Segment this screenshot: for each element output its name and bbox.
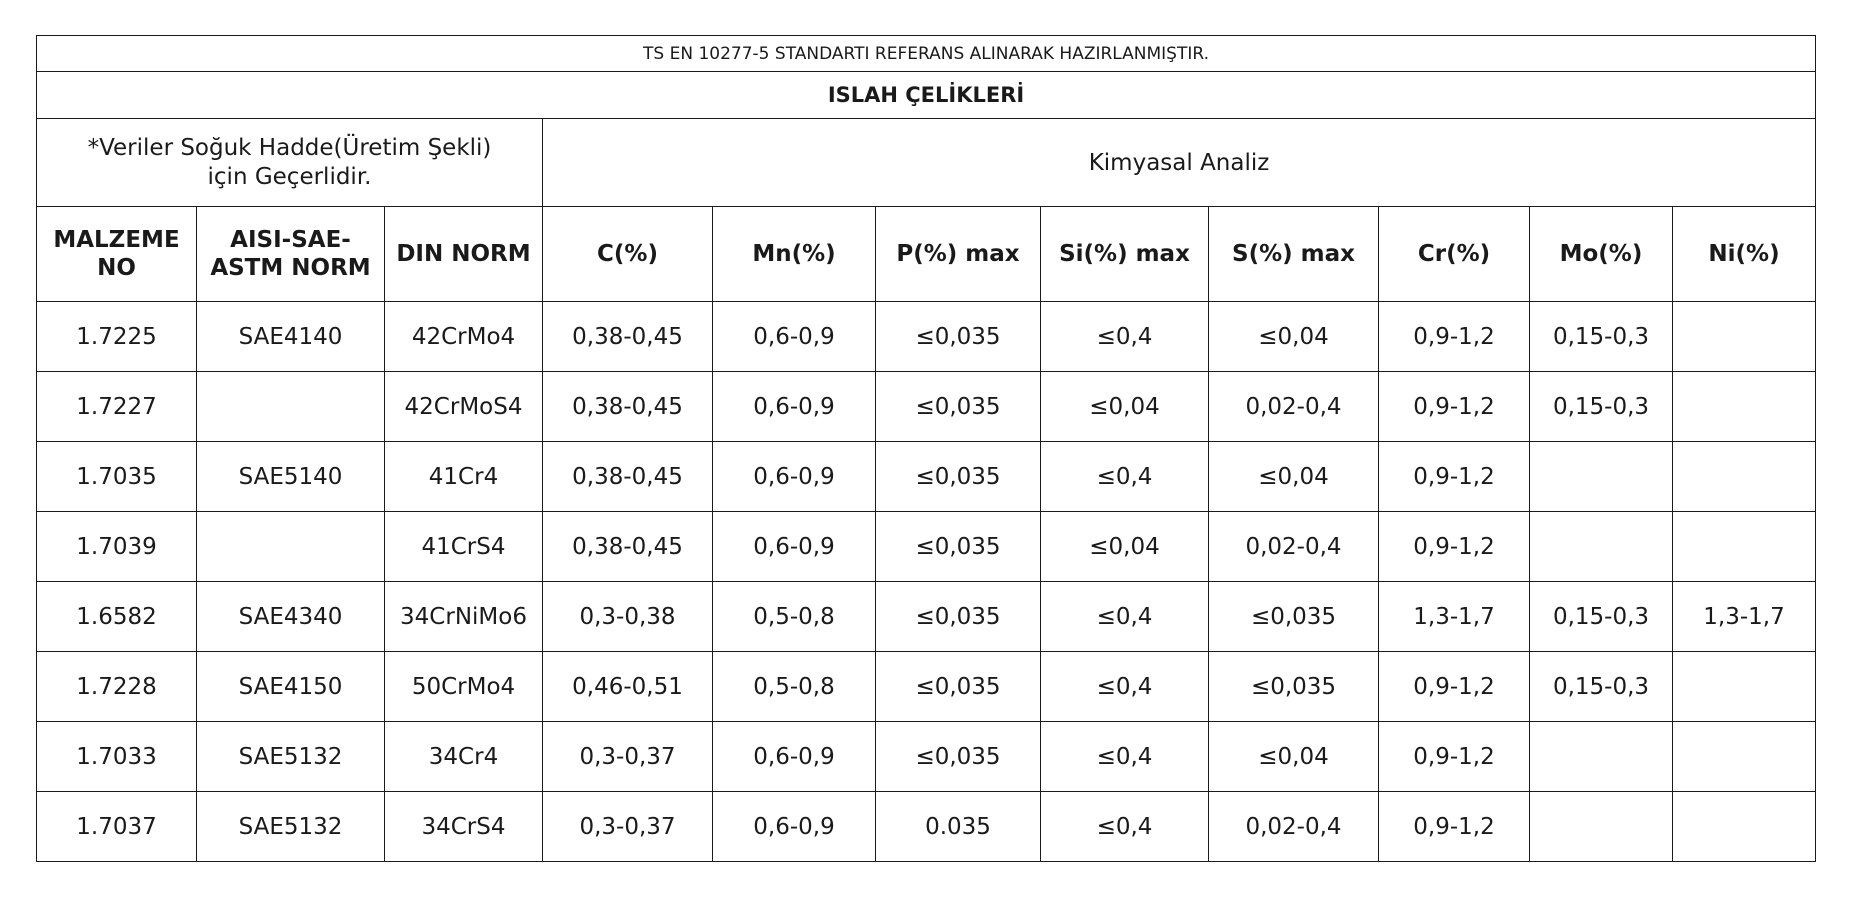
cell-mo bbox=[1530, 792, 1673, 862]
cell-si: ≤0,4 bbox=[1041, 792, 1209, 862]
cell-mn: 0,6-0,9 bbox=[713, 302, 876, 372]
cell-cr: 0,9-1,2 bbox=[1379, 442, 1530, 512]
cell-ni bbox=[1673, 792, 1816, 862]
cell-cr: 0,9-1,2 bbox=[1379, 652, 1530, 722]
col-header-s: S(%) max bbox=[1209, 207, 1379, 302]
cell-din: 41Cr4 bbox=[385, 442, 543, 512]
cell-aisi: SAE5140 bbox=[197, 442, 385, 512]
cell-ni bbox=[1673, 372, 1816, 442]
table-row bbox=[37, 652, 1816, 722]
col-header-cr: Cr(%) bbox=[1379, 207, 1530, 302]
cell-c: 0,38-0,45 bbox=[543, 372, 713, 442]
cell-din: 34CrS4 bbox=[385, 792, 543, 862]
cell-ni bbox=[1673, 442, 1816, 512]
cell-ni bbox=[1673, 512, 1816, 582]
cell-malzeme-no: 1.7033 bbox=[37, 722, 197, 792]
production-note-line1: *Veriler Soğuk Hadde(Üretim Şekli) bbox=[87, 134, 492, 161]
cell-p: ≤0,035 bbox=[876, 582, 1041, 652]
cell-s: 0,02-0,4 bbox=[1209, 512, 1379, 582]
cell-mo: 0,15-0,3 bbox=[1530, 582, 1673, 652]
cell-c: 0,3-0,38 bbox=[543, 582, 713, 652]
standard-note-row bbox=[37, 36, 1816, 72]
cell-p: ≤0,035 bbox=[876, 652, 1041, 722]
table-row bbox=[37, 512, 1816, 582]
cell-mn: 0,6-0,9 bbox=[713, 442, 876, 512]
cell-din: 42CrMoS4 bbox=[385, 372, 543, 442]
cell-ni bbox=[1673, 302, 1816, 372]
cell-c: 0,3-0,37 bbox=[543, 792, 713, 862]
col-header-ni: Ni(%) bbox=[1673, 207, 1816, 302]
cell-mn: 0,5-0,8 bbox=[713, 582, 876, 652]
cell-si: ≤0,4 bbox=[1041, 302, 1209, 372]
cell-si: ≤0,4 bbox=[1041, 722, 1209, 792]
title-row bbox=[37, 72, 1816, 119]
cell-cr: 0,9-1,2 bbox=[1379, 302, 1530, 372]
col-header-aisi bbox=[197, 207, 385, 302]
cell-s: ≤0,04 bbox=[1209, 722, 1379, 792]
cell-mn: 0,6-0,9 bbox=[713, 722, 876, 792]
cell-din: 50CrMo4 bbox=[385, 652, 543, 722]
cell-c: 0,46-0,51 bbox=[543, 652, 713, 722]
col-header-p: P(%) max bbox=[876, 207, 1041, 302]
col-header-c: C(%) bbox=[543, 207, 713, 302]
cell-cr: 0,9-1,2 bbox=[1379, 722, 1530, 792]
cell-cr: 1,3-1,7 bbox=[1379, 582, 1530, 652]
cell-din: 34CrNiMo6 bbox=[385, 582, 543, 652]
col-header-si: Si(%) max bbox=[1041, 207, 1209, 302]
cell-si: ≤0,4 bbox=[1041, 442, 1209, 512]
cell-p: ≤0,035 bbox=[876, 372, 1041, 442]
col-header-malzeme-no bbox=[37, 207, 197, 302]
cell-aisi bbox=[197, 372, 385, 442]
cell-cr: 0,9-1,2 bbox=[1379, 512, 1530, 582]
col-header-mn: Mn(%) bbox=[713, 207, 876, 302]
table-row bbox=[37, 722, 1816, 792]
col-header-din: DIN NORM bbox=[385, 207, 543, 302]
cell-cr: 0,9-1,2 bbox=[1379, 372, 1530, 442]
cell-din: 42CrMo4 bbox=[385, 302, 543, 372]
cell-cr: 0,9-1,2 bbox=[1379, 792, 1530, 862]
cell-s: 0,02-0,4 bbox=[1209, 792, 1379, 862]
production-note-line2: için Geçerlidir. bbox=[207, 163, 372, 190]
cell-din: 41CrS4 bbox=[385, 512, 543, 582]
cell-malzeme-no: 1.7039 bbox=[37, 512, 197, 582]
cell-c: 0,3-0,37 bbox=[543, 722, 713, 792]
cell-si: ≤0,04 bbox=[1041, 372, 1209, 442]
cell-p: ≤0,035 bbox=[876, 442, 1041, 512]
cell-c: 0,38-0,45 bbox=[543, 442, 713, 512]
cell-din: 34Cr4 bbox=[385, 722, 543, 792]
cell-s: ≤0,035 bbox=[1209, 652, 1379, 722]
table-row bbox=[37, 372, 1816, 442]
cell-ni bbox=[1673, 722, 1816, 792]
col-header-aisi-line2: ASTM NORM bbox=[210, 255, 371, 281]
cell-si: ≤0,4 bbox=[1041, 652, 1209, 722]
cell-mn: 0,6-0,9 bbox=[713, 792, 876, 862]
cell-malzeme-no: 1.7035 bbox=[37, 442, 197, 512]
table-title: ISLAH ÇELİKLERİ bbox=[37, 72, 1816, 119]
cell-aisi: SAE4150 bbox=[197, 652, 385, 722]
cell-malzeme-no: 1.6582 bbox=[37, 582, 197, 652]
cell-p: ≤0,035 bbox=[876, 722, 1041, 792]
cell-ni bbox=[1673, 652, 1816, 722]
table-body bbox=[37, 36, 1816, 862]
col-header-malzeme-no-line1: MALZEME bbox=[53, 227, 180, 253]
cell-mn: 0,6-0,9 bbox=[713, 372, 876, 442]
cell-s: ≤0,04 bbox=[1209, 442, 1379, 512]
table-row bbox=[37, 442, 1816, 512]
col-header-aisi-line1: AISI-SAE- bbox=[230, 227, 351, 253]
cell-aisi: SAE5132 bbox=[197, 792, 385, 862]
cell-c: 0,38-0,45 bbox=[543, 302, 713, 372]
group-row bbox=[37, 119, 1816, 207]
col-header-malzeme-no-line2: NO bbox=[97, 255, 136, 281]
table-row bbox=[37, 792, 1816, 862]
col-header-mo: Mo(%) bbox=[1530, 207, 1673, 302]
cell-p: ≤0,035 bbox=[876, 512, 1041, 582]
cell-malzeme-no: 1.7228 bbox=[37, 652, 197, 722]
table-row bbox=[37, 302, 1816, 372]
cell-si: ≤0,4 bbox=[1041, 582, 1209, 652]
cell-mo bbox=[1530, 442, 1673, 512]
cell-s: ≤0,035 bbox=[1209, 582, 1379, 652]
cell-mo: 0,15-0,3 bbox=[1530, 372, 1673, 442]
table-row bbox=[37, 582, 1816, 652]
cell-mn: 0,5-0,8 bbox=[713, 652, 876, 722]
standard-note: TS EN 10277-5 STANDARTI REFERANS ALINARAK HAZIRLANMIŞTIR. bbox=[37, 36, 1816, 72]
cell-si: ≤0,04 bbox=[1041, 512, 1209, 582]
cell-mo bbox=[1530, 722, 1673, 792]
chemical-analysis-header: Kimyasal Analiz bbox=[543, 119, 1816, 207]
cell-aisi: SAE4140 bbox=[197, 302, 385, 372]
cell-aisi bbox=[197, 512, 385, 582]
cell-malzeme-no: 1.7227 bbox=[37, 372, 197, 442]
cell-aisi: SAE5132 bbox=[197, 722, 385, 792]
column-header-row bbox=[37, 207, 1816, 302]
cell-malzeme-no: 1.7037 bbox=[37, 792, 197, 862]
cell-ni: 1,3-1,7 bbox=[1673, 582, 1816, 652]
cell-c: 0,38-0,45 bbox=[543, 512, 713, 582]
cell-malzeme-no: 1.7225 bbox=[37, 302, 197, 372]
steel-composition-table bbox=[36, 35, 1816, 862]
cell-s: ≤0,04 bbox=[1209, 302, 1379, 372]
production-note bbox=[37, 119, 543, 207]
cell-mo: 0,15-0,3 bbox=[1530, 302, 1673, 372]
cell-p: ≤0,035 bbox=[876, 302, 1041, 372]
cell-s: 0,02-0,4 bbox=[1209, 372, 1379, 442]
cell-p: 0.035 bbox=[876, 792, 1041, 862]
cell-mo bbox=[1530, 512, 1673, 582]
cell-aisi: SAE4340 bbox=[197, 582, 385, 652]
cell-mn: 0,6-0,9 bbox=[713, 512, 876, 582]
cell-mo: 0,15-0,3 bbox=[1530, 652, 1673, 722]
